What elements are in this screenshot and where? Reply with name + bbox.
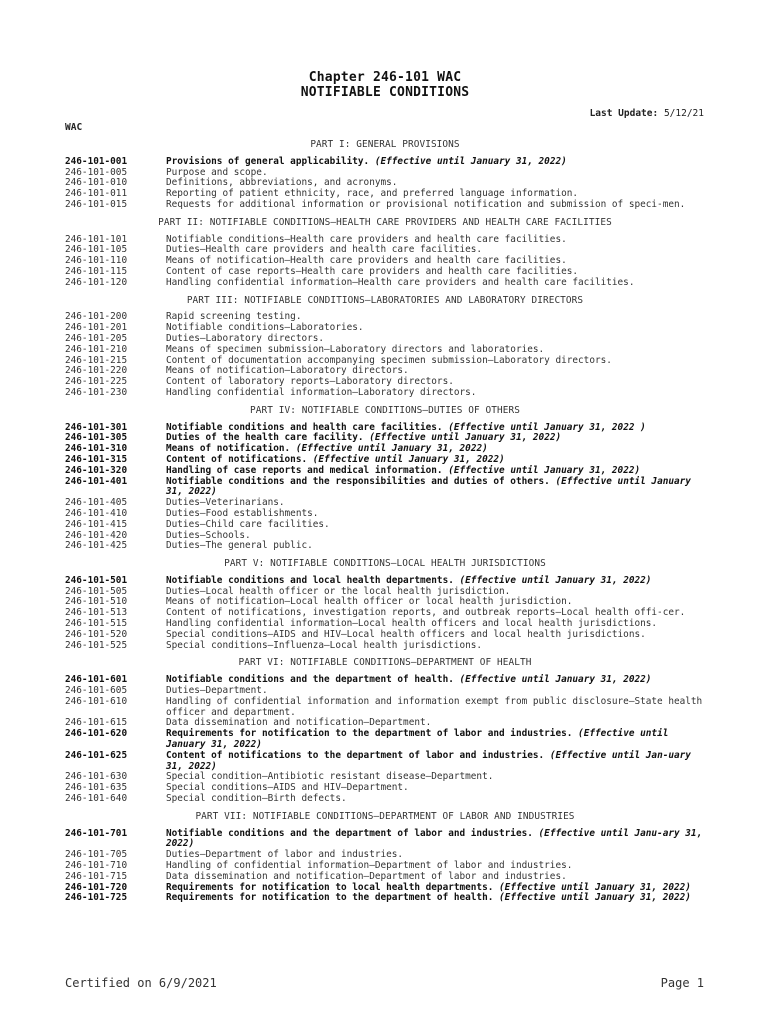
section-title: Duties—Child care facilities. <box>166 518 330 530</box>
section-number: 246-101-215 <box>65 354 128 366</box>
section-number: 246-101-525 <box>65 639 128 651</box>
section-number: 246-101-513 <box>65 607 128 619</box>
effective-note: (Effective until January 31, 2022) <box>499 892 691 904</box>
page-number: Page 1 <box>660 976 704 990</box>
section-row <box>65 509 705 520</box>
section-number: 246-101-520 <box>65 628 128 640</box>
section-title: Requests for additional information or provisional notification and submission of speci-men. <box>166 198 686 210</box>
effective-note: (Effective until January 31, 2022) <box>374 155 567 167</box>
section-number: 246-101-011 <box>65 188 128 200</box>
part-heading: PART IV: NOTIFIABLE CONDITIONS—DUTIES OF OTHERS <box>250 404 520 416</box>
section-row <box>65 751 705 773</box>
section-number: 246-101-230 <box>65 386 128 398</box>
section-number: 246-101-505 <box>65 585 128 597</box>
part-heading: PART III: NOTIFIABLE CONDITIONS—LABORATORIES AND LABORATORY DIRECTORS <box>186 294 584 306</box>
part-heading: PART VII: NOTIFIABLE CONDITIONS—DEPARTMENT OF LABOR AND INDUSTRIES <box>195 810 575 822</box>
section-number: 246-101-710 <box>65 860 128 872</box>
section-title: Means of notification—Local health officer or local health jurisdiction. <box>166 596 573 608</box>
effective-note: (Effective until January 31, 2022) <box>448 464 641 476</box>
section-number: 246-101-101 <box>65 233 128 245</box>
section-number: 246-101-220 <box>65 365 128 377</box>
section-number: 246-101-225 <box>65 376 128 388</box>
section-caption <box>166 829 705 851</box>
last-update-label: Last Update: <box>589 108 659 119</box>
effective-note: (Effective until January 31, 2022) <box>295 443 488 455</box>
section-number: 246-101-015 <box>65 198 128 210</box>
section-number: 246-101-635 <box>65 782 128 794</box>
section-title: Reporting of patient ethnicity, race, and preferred language information. <box>166 188 579 200</box>
section-title: Notifiable conditions and the department of labor and industries. <box>166 827 533 839</box>
section-number: 246-101-005 <box>65 166 128 178</box>
section-row <box>65 477 705 499</box>
part-heading: PART VI: NOTIFIABLE CONDITIONS—DEPARTMENT OF HEALTH <box>238 657 532 669</box>
section-row <box>65 893 705 904</box>
section-title: Duties—Food establishments. <box>166 507 319 519</box>
section-title: Requirements for notification to the department of labor and industries. <box>166 728 573 740</box>
section-number: 246-101-601 <box>65 674 128 686</box>
section-row <box>65 541 705 552</box>
section-number: 246-101-001 <box>65 155 128 167</box>
section-title: Duties—Department of labor and industries. <box>166 849 404 861</box>
section-title: Special conditions—Influenza—Local health jurisdictions. <box>166 639 483 651</box>
section-number: 246-101-610 <box>65 695 128 707</box>
section-title: Handling of confidential information and information exempt from public disclosure—State health officer and department. <box>166 695 703 718</box>
section-number: 246-101-205 <box>65 332 128 344</box>
section-title: Special conditions—AIDS and HIV—Local health officers and local health jurisdictions. <box>166 628 646 640</box>
section-title: Notifiable conditions—Laboratories. <box>166 322 364 334</box>
section-number: 246-101-420 <box>65 529 128 541</box>
section-number: 246-101-110 <box>65 255 128 267</box>
section-number: 246-101-120 <box>65 276 128 288</box>
section-number: 246-101-310 <box>65 443 128 455</box>
section-caption <box>166 729 705 751</box>
section-number: 246-101-301 <box>65 421 128 433</box>
chapter-heading: Chapter 246-101 WAC <box>308 70 462 85</box>
section-title: Means of notification—Laboratory directors. <box>166 365 409 377</box>
section-caption <box>166 541 705 552</box>
section-number: 246-101-200 <box>65 311 128 323</box>
section-row <box>65 641 705 652</box>
effective-note: (Effective until Jan-uary 31, 2022) <box>166 749 691 772</box>
section-row <box>65 794 705 805</box>
section-title: Content of laboratory reports—Laboratory directors. <box>166 376 454 388</box>
section-caption <box>166 641 705 652</box>
section-title: Duties—Laboratory directors. <box>166 332 325 344</box>
effective-note: (Effective until January 31, 2022) <box>166 728 669 751</box>
section-title: Handling of case reports and medical information. <box>166 464 443 476</box>
section-title: Duties—The general public. <box>166 540 313 552</box>
section-caption <box>166 477 705 499</box>
effective-note: (Effective until January 31, 2022) <box>369 432 562 444</box>
effective-note: (Effective until January 31, 2022) <box>499 881 691 893</box>
effective-note: (Effective until January 31, 2022) <box>459 674 652 686</box>
section-title: Special condition—Antibiotic resistant disease—Department. <box>166 771 494 783</box>
section-number: 246-101-105 <box>65 244 128 256</box>
section-title: Duties—Veterinarians. <box>166 497 285 509</box>
effective-note: (Effective until January 31, 2022 ) <box>448 421 646 433</box>
section-title: Duties—Local health officer or the local health jurisdiction. <box>166 585 511 597</box>
certified-date: Certified on 6/9/2021 <box>65 976 217 990</box>
section-title: Means of notification. <box>166 443 291 455</box>
section-row <box>65 323 705 334</box>
section-number: 246-101-715 <box>65 870 128 882</box>
section-title: Means of specimen submission—Laboratory directors and laboratories. <box>166 343 545 355</box>
section-row <box>65 531 705 542</box>
section-number: 246-101-315 <box>65 453 128 465</box>
section-number: 246-101-210 <box>65 343 128 355</box>
effective-note: (Effective until January 31, 2022) <box>459 574 652 586</box>
chapter-title: NOTIFIABLE CONDITIONS <box>300 85 470 100</box>
section-row <box>65 783 705 794</box>
section-number: 246-101-515 <box>65 618 128 630</box>
part-heading: PART I: GENERAL PROVISIONS <box>310 139 460 150</box>
section-title: Special conditions—AIDS and HIV—Department. <box>166 782 409 794</box>
section-number: 246-101-305 <box>65 432 128 444</box>
section-title: Definitions, abbreviations, and acronyms. <box>166 177 398 189</box>
section-title: Notifiable conditions and health care facilities. <box>166 421 443 433</box>
section-title: Means of notification—Health care providers and health care facilities. <box>166 255 567 267</box>
section-caption <box>166 388 705 399</box>
section-number: 246-101-401 <box>65 475 128 487</box>
section-number: 246-101-615 <box>65 717 128 729</box>
section-title: Requirements for notification to local health departments. <box>166 881 494 893</box>
section-number: 246-101-705 <box>65 849 128 861</box>
effective-note: (Effective until Janu-ary 31, 2022) <box>166 827 703 850</box>
section-title: Data dissemination and notification—Department of labor and industries. <box>166 870 567 882</box>
last-update-value: 5/12/21 <box>663 108 704 119</box>
section-row <box>65 675 705 686</box>
section-title: Handling of confidential information—Department of labor and industries. <box>166 860 573 872</box>
section-row <box>65 729 705 751</box>
section-number: 246-101-720 <box>65 881 128 893</box>
section-title: Data dissemination and notification—Department. <box>166 717 432 729</box>
section-row <box>65 829 705 851</box>
section-title: Content of case reports—Health care providers and health care facilities. <box>166 265 579 277</box>
section-title: Requirements for notification to the department of health. <box>166 892 494 904</box>
section-number: 246-101-701 <box>65 827 128 839</box>
section-number: 246-101-510 <box>65 596 128 608</box>
section-caption <box>166 794 705 805</box>
section-caption <box>166 751 705 773</box>
section-number: 246-101-410 <box>65 507 128 519</box>
section-title: Duties—Department. <box>166 685 268 697</box>
section-title: Content of notifications, investigation reports, and outbreak reports—Local health offi-cer. <box>166 607 686 619</box>
section-number: 246-101-640 <box>65 793 128 805</box>
section-number: 246-101-501 <box>65 574 128 586</box>
section-title: Notifiable conditions—Health care providers and health care facilities. <box>166 233 567 245</box>
section-title: Handling confidential information—Laboratory directors. <box>166 386 477 398</box>
section-title: Handling confidential information—Local health officers and local health jurisdictions. <box>166 618 658 630</box>
section-title: Special condition—Birth defects. <box>166 793 347 805</box>
section-title: Notifiable conditions and local health departments. <box>166 574 454 586</box>
section-number: 246-101-630 <box>65 771 128 783</box>
section-title: Purpose and scope. <box>166 166 268 178</box>
section-row <box>65 200 705 211</box>
section-number: 246-101-415 <box>65 518 128 530</box>
section-number: 246-101-115 <box>65 265 128 277</box>
section-title: Notifiable conditions and the responsibilities and duties of others. <box>166 475 550 487</box>
section-caption <box>166 200 705 211</box>
section-title: Content of notifications. <box>166 453 308 465</box>
part-heading: PART V: NOTIFIABLE CONDITIONS—LOCAL HEALTH JURISDICTIONS <box>224 558 546 570</box>
section-row <box>65 498 705 509</box>
effective-note: (Effective until January 31, 2022) <box>166 475 691 498</box>
section-title: Provisions of general applicability. <box>166 155 370 167</box>
section-caption <box>166 278 705 289</box>
section-title: Duties—Health care providers and health care facilities. <box>166 244 483 256</box>
section-number: 246-101-201 <box>65 322 128 334</box>
section-title: Duties of the health care facility. <box>166 432 364 444</box>
section-row <box>65 312 705 323</box>
section-number: 246-101-605 <box>65 685 128 697</box>
section-row <box>65 520 705 531</box>
section-number: 246-101-425 <box>65 540 128 552</box>
last-update <box>590 108 704 119</box>
effective-note: (Effective until January 31, 2022) <box>312 453 505 465</box>
section-caption <box>166 893 705 904</box>
section-row <box>65 697 705 719</box>
section-title: Duties—Schools. <box>166 529 251 541</box>
section-row <box>65 157 705 168</box>
section-number: 246-101-010 <box>65 177 128 189</box>
section-title: Rapid screening testing. <box>166 311 302 323</box>
section-caption <box>166 697 705 719</box>
wac-column-label: WAC <box>65 122 83 133</box>
section-row <box>65 388 705 399</box>
section-title: Handling confidential information—Health care providers and health care facilities. <box>166 276 635 288</box>
table-of-contents <box>65 138 705 904</box>
section-number: 246-101-725 <box>65 892 128 904</box>
part-heading: PART II: NOTIFIABLE CONDITIONS—HEALTH CARE PROVIDERS AND HEALTH CARE FACILITIES <box>158 216 612 228</box>
section-number: 246-101-625 <box>65 749 128 761</box>
section-title: Content of documentation accompanying specimen submission—Laboratory directors. <box>166 354 612 366</box>
section-number: 246-101-320 <box>65 464 128 476</box>
section-number: 246-101-405 <box>65 497 128 509</box>
section-title: Content of notifications to the department of labor and industries. <box>166 749 545 761</box>
section-number: 246-101-620 <box>65 728 128 740</box>
section-row <box>65 278 705 289</box>
section-title: Notifiable conditions and the department of health. <box>166 674 454 686</box>
